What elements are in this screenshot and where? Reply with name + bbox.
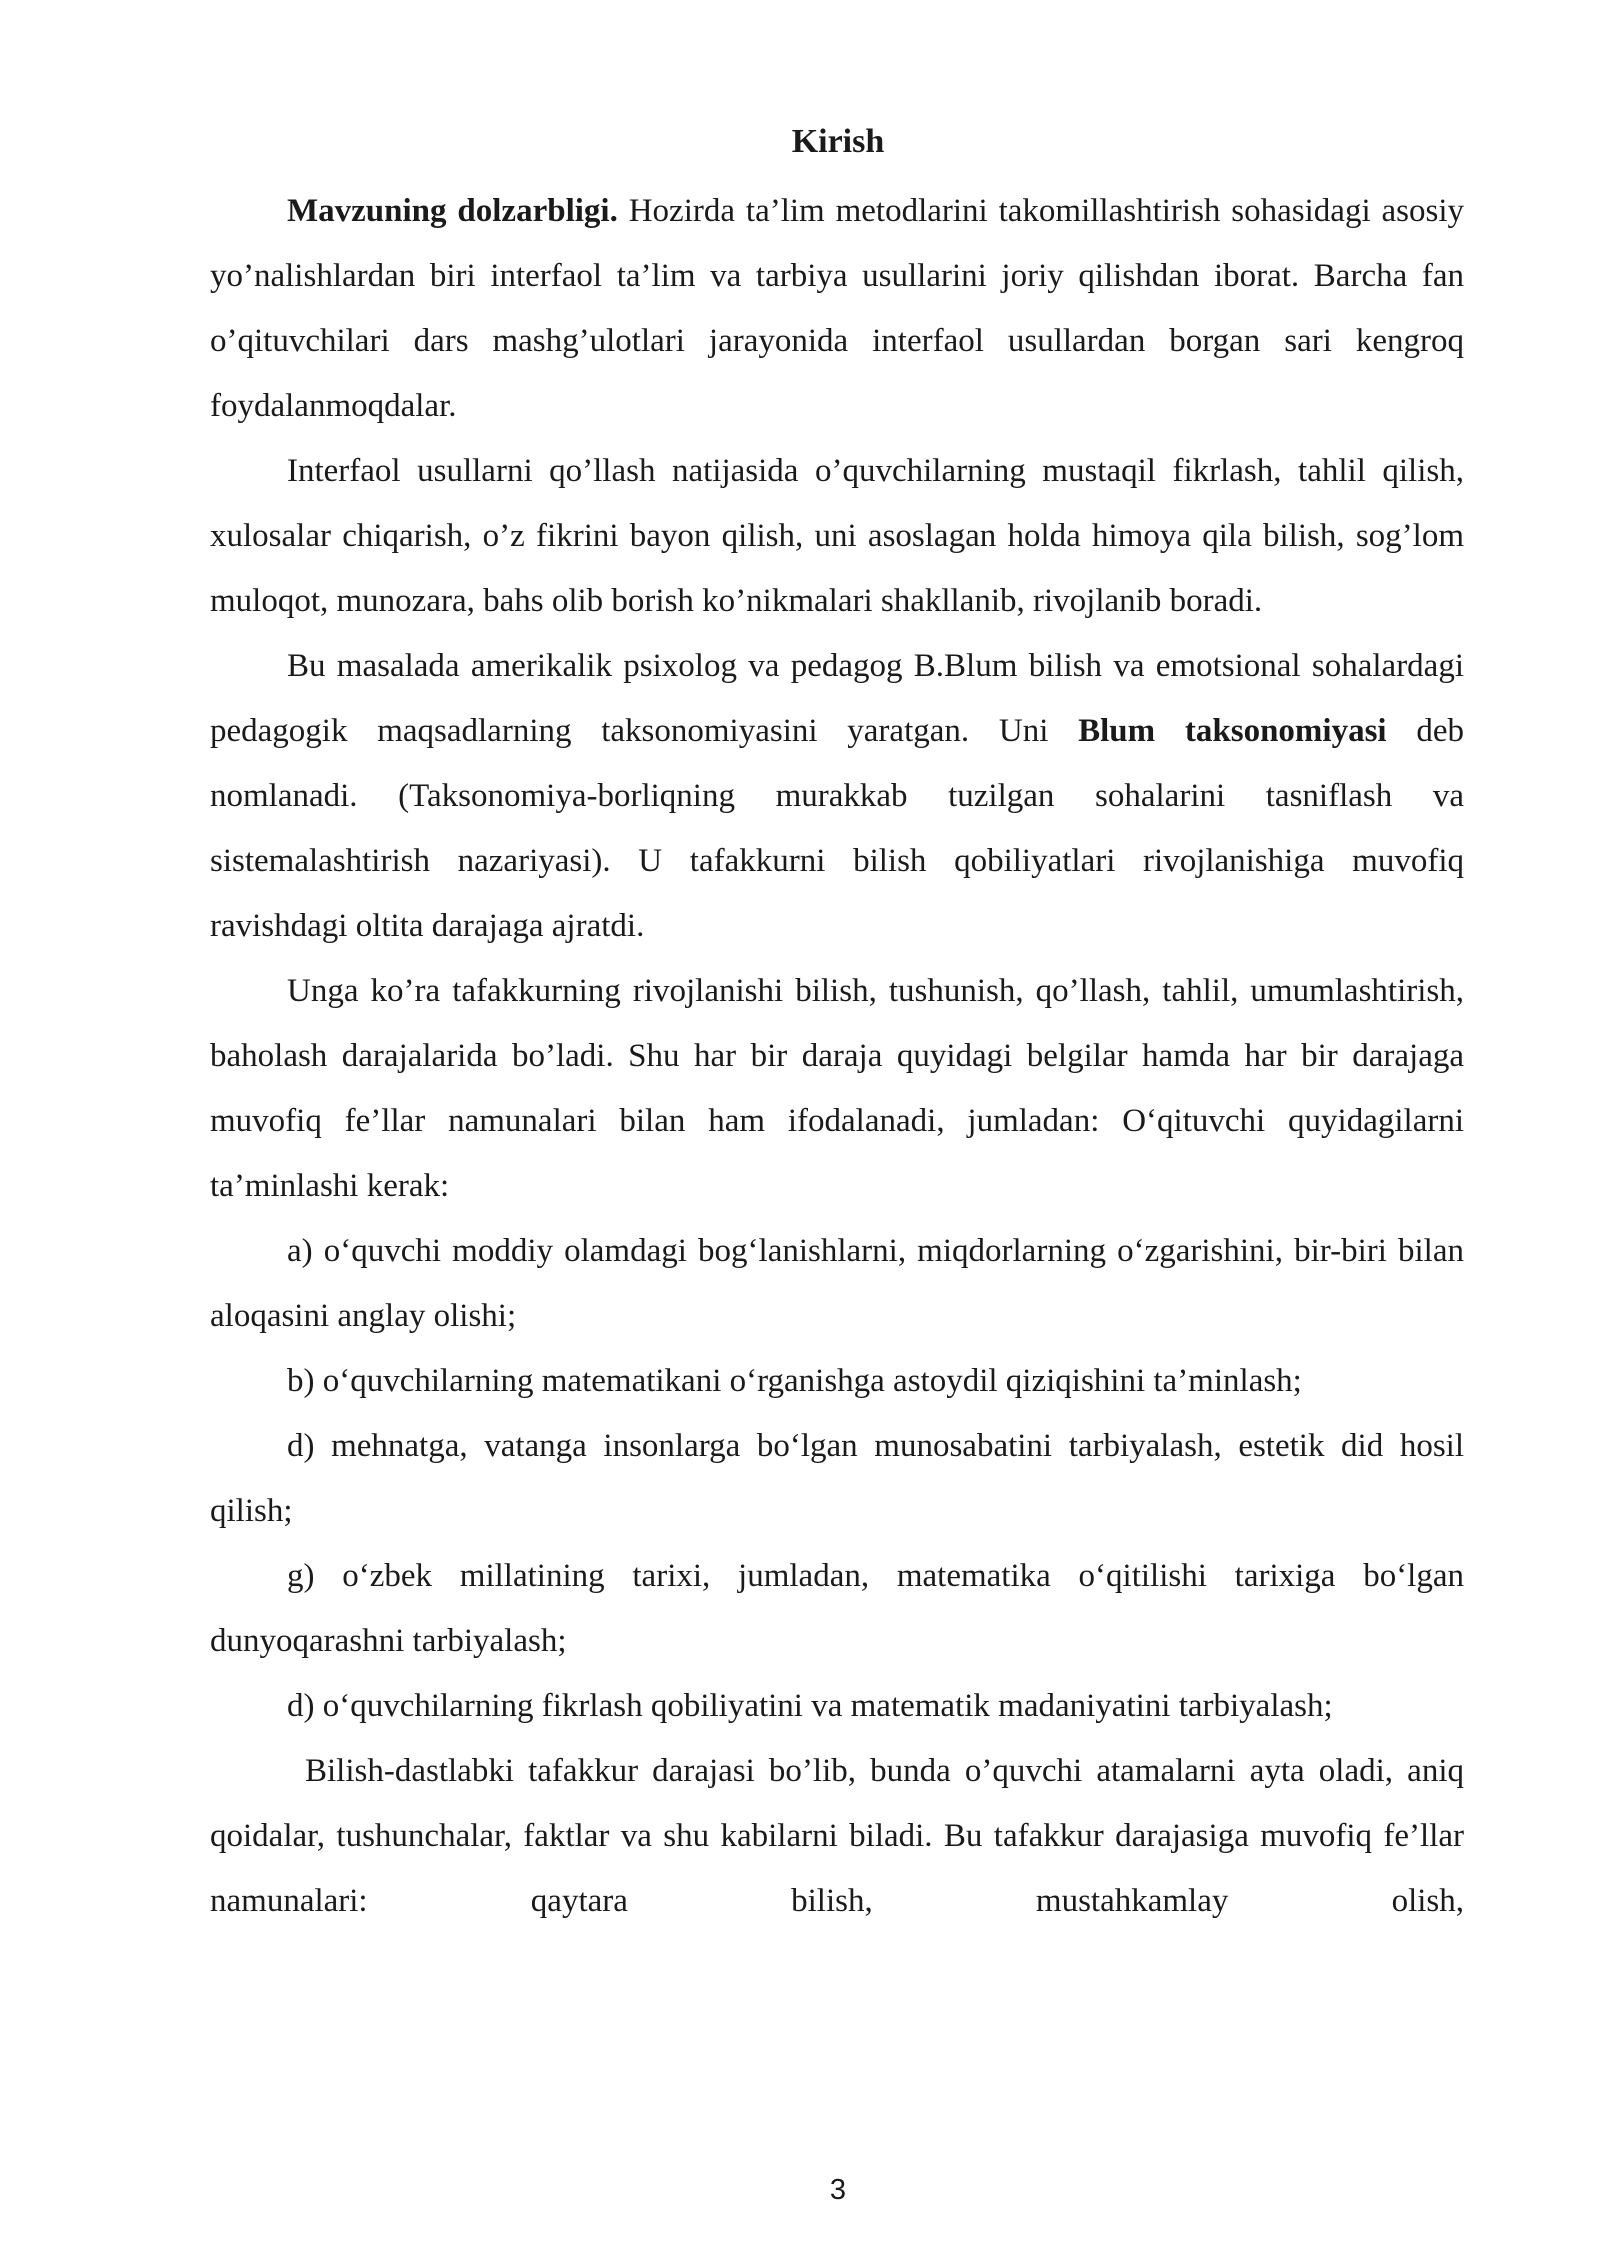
list-item-g — [210, 1544, 1464, 1674]
list-item-d2 — [210, 1674, 1464, 1739]
list-item-text: g) o‘zbek millatining tarixi, jumladan, matematika o‘qitilishi tarixiga bo‘lgan dunyoqarashni tarbiyalash; — [210, 1558, 1464, 1659]
paragraph-text: Bu masalada amerikalik psixolog va pedagog B.Blum bilish va emotsional sohalardagi pedagogik maqsadlarning taksonomiyasini yaratgan. Uni — [210, 648, 1464, 749]
paragraph-text: Interfaol usullarni qo’llash natijasida o’quvchilarning mustaqil fikrlash, tahlil qilish, xulosalar chiqarish, o’z fikrini bayon qilish, uni asoslagan holda himoya qila bilish, sog’lom muloqot, munozara, bahs olib borish ko’nikmalari shakllanib, rivojlanib boradi. — [210, 453, 1464, 619]
page-number: 3 — [829, 2174, 847, 2206]
paragraph-relevance — [210, 179, 1464, 439]
list-item-b — [210, 1349, 1464, 1414]
document-body — [210, 179, 1464, 1934]
list-item-text: d) mehnatga, vatanga insonlarga bo‘lgan munosabatini tarbiyalash, estetik did hosil qilish; — [210, 1428, 1464, 1529]
paragraph-text: deb nomlanadi. (Taksonomiya-borliqning murakkab tuzilgan sohalarini tasniflash va sistemalashtirish nazariyasi). U tafakkurni bilish qobiliyatlari rivojlanishiga muvofiq ravishdagi oltita darajaga ajratdi. — [210, 713, 1464, 944]
bloom-taxonomy-term: Blum taksonomiyasi — [1078, 713, 1387, 749]
paragraph-knowledge-level — [210, 1739, 1464, 1934]
list-item-text: a) o‘quvchi moddiy olamdagi bog‘lanishlarni, miqdorlarning o‘zgarishini, bir-biri bilan aloqasini anglay olishi; — [210, 1233, 1464, 1334]
paragraph-levels — [210, 959, 1464, 1219]
list-item-text: d) o‘quvchilarning fikrlash qobiliyatini va matematik madaniyatini tarbiyalash; — [287, 1688, 1333, 1724]
paragraph-bloom — [210, 634, 1464, 959]
paragraph-text: Hozirda ta’lim metodlarini takomillashtirish sohasidagi asosiy yo’nalishlardan biri interfaol ta’lim va tarbiya usullarini joriy qilishdan iborat. Barcha fan o’qituvchilari dars mashg’ulotlari jarayonida interfaol usullardan borgan sari kengroq foydalanmoqdalar. — [210, 193, 1464, 424]
list-item-a — [210, 1219, 1464, 1349]
list-item-d1 — [210, 1414, 1464, 1544]
page-title: Kirish — [791, 123, 885, 160]
relevance-heading: Mavzuning dolzarbligi. — [287, 193, 618, 229]
paragraph-interactive-methods — [210, 439, 1464, 634]
paragraph-text: Bilish-dastlabki tafakkur darajasi bo’lib, bunda o’quvchi atamalarni ayta oladi, aniq qoidalar, tushunchalar, faktlar va shu kabilarni biladi. Bu tafakkur darajasiga muvofiq fe’llar namunalari: qaytara bilish, mustahkamlay olish, — [210, 1753, 1464, 1919]
paragraph-text: Unga ko’ra tafakkurning rivojlanishi bilish, tushunish, qo’llash, tahlil, umumlashtirish, baholash darajalarida bo’ladi. Shu har bir daraja quyidagi belgilar hamda har bir darajaga muvofiq fe’llar namunalari bilan ham ifodalanadi, jumladan: O‘qituvchi quyidagilarni ta’minlashi kerak: — [210, 973, 1464, 1204]
list-item-text: b) o‘quvchilarning matematikani o‘rganishga astoydil qiziqishini ta’minlash; — [287, 1363, 1302, 1399]
